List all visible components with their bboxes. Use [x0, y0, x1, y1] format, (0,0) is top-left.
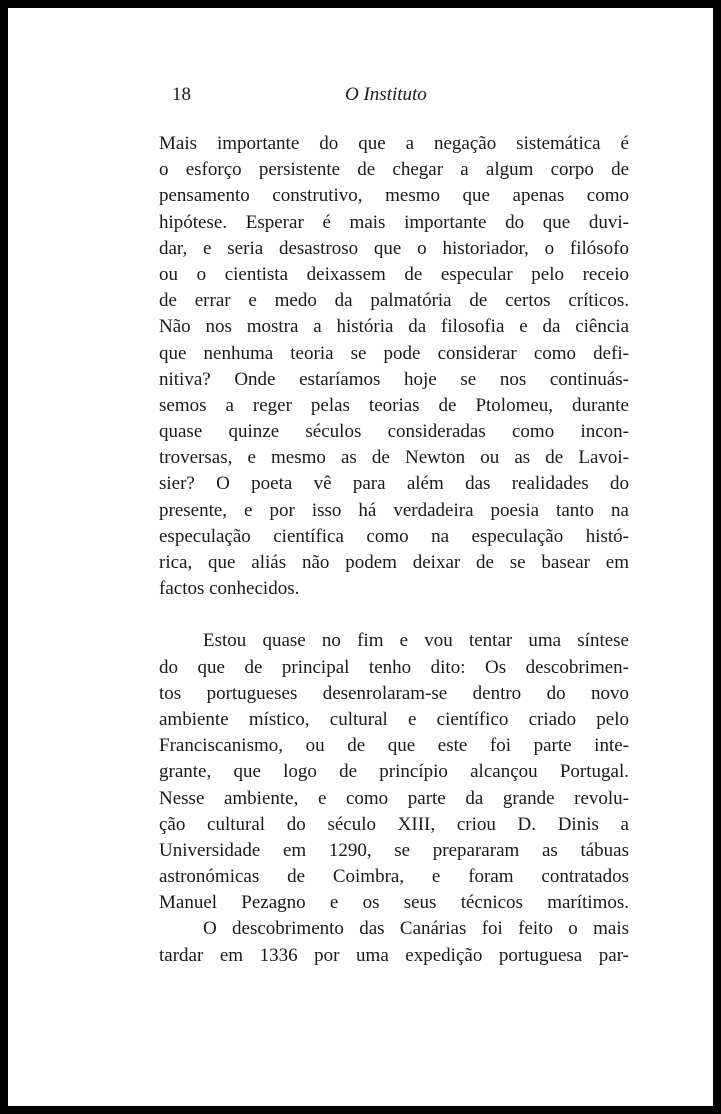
- text-line: o esforço persistente de chegar a algum corpo de: [159, 159, 629, 181]
- paragraph-2: [159, 628, 629, 916]
- text-line: grante, que logo de princípio alcançou Portugal.: [159, 761, 629, 783]
- text-line: Manuel Pezagno e os seus técnicos marítimos.: [159, 892, 629, 914]
- text-line: ambiente místico, cultural e científico criado pelo: [159, 708, 629, 730]
- text-line: factos conhecidos.: [159, 578, 300, 600]
- running-title: O Instituto: [345, 84, 427, 105]
- book-page: [8, 8, 713, 1106]
- text-line: Nesse ambiente, e como parte da grande revolu-: [159, 787, 629, 809]
- text-line: dar, e seria desastroso que o historiador, o filósofo: [159, 237, 629, 259]
- paragraph-3: [159, 916, 629, 968]
- page-number: 18: [172, 84, 191, 105]
- text-line: troversas, e mesmo as de Newton ou as de Lavoi-: [159, 447, 629, 469]
- text-line: rica, que aliás não podem deixar de se basear em: [159, 552, 629, 573]
- text-line: Universidade em 1290, se prepararam as tábuas: [159, 839, 629, 861]
- text-line: quase quinze séculos consideradas como incon-: [159, 421, 629, 443]
- text-line: do que de principal tenho dito: Os descobrimen-: [159, 656, 629, 678]
- page-header: [8, 84, 713, 114]
- text-line: semos a reger pelas teorias de Ptolomeu, durante: [159, 394, 629, 416]
- text-line: de errar e medo da palmatória de certos críticos.: [159, 290, 629, 312]
- text-line: Não nos mostra a história da filosofia e da ciência: [159, 316, 629, 338]
- text-line: Mais importante do que a negação sistemática é: [159, 133, 629, 154]
- text-line: ou o cientista deixassem de especular pelo receio: [159, 263, 629, 285]
- text-line: tos portugueses desenrolaram-se dentro do novo: [159, 682, 629, 704]
- body-text: [159, 131, 629, 969]
- text-line: especulação científica como na especulação histó-: [159, 525, 629, 547]
- text-line: ção cultural do século XIII, criou D. Dinis a: [159, 813, 629, 835]
- text-line: O descobrimento das Canárias foi feito o mais: [203, 918, 629, 940]
- paragraph-1: [159, 131, 629, 602]
- paragraph-spacer: [159, 602, 629, 628]
- text-line: pensamento construtivo, mesmo que apenas como: [159, 185, 629, 207]
- text-line: hipótese. Esperar é mais importante do que duvi-: [159, 211, 629, 233]
- text-line: tardar em 1336 por uma expedição portuguesa par-: [159, 944, 629, 966]
- text-line: astronómicas de Coimbra, e foram contratados: [159, 866, 629, 888]
- text-line: sier? O poeta vê para além das realidades do: [159, 473, 629, 495]
- text-line: que nenhuma teoria se pode considerar como defi-: [159, 342, 629, 364]
- text-line: Franciscanismo, ou de que este foi parte inte-: [159, 735, 629, 757]
- text-line: nitiva? Onde estaríamos hoje se nos continuás-: [159, 368, 629, 390]
- text-line: Estou quase no fim e vou tentar uma síntese: [203, 630, 629, 652]
- text-line: presente, e por isso há verdadeira poesia tanto na: [159, 499, 629, 521]
